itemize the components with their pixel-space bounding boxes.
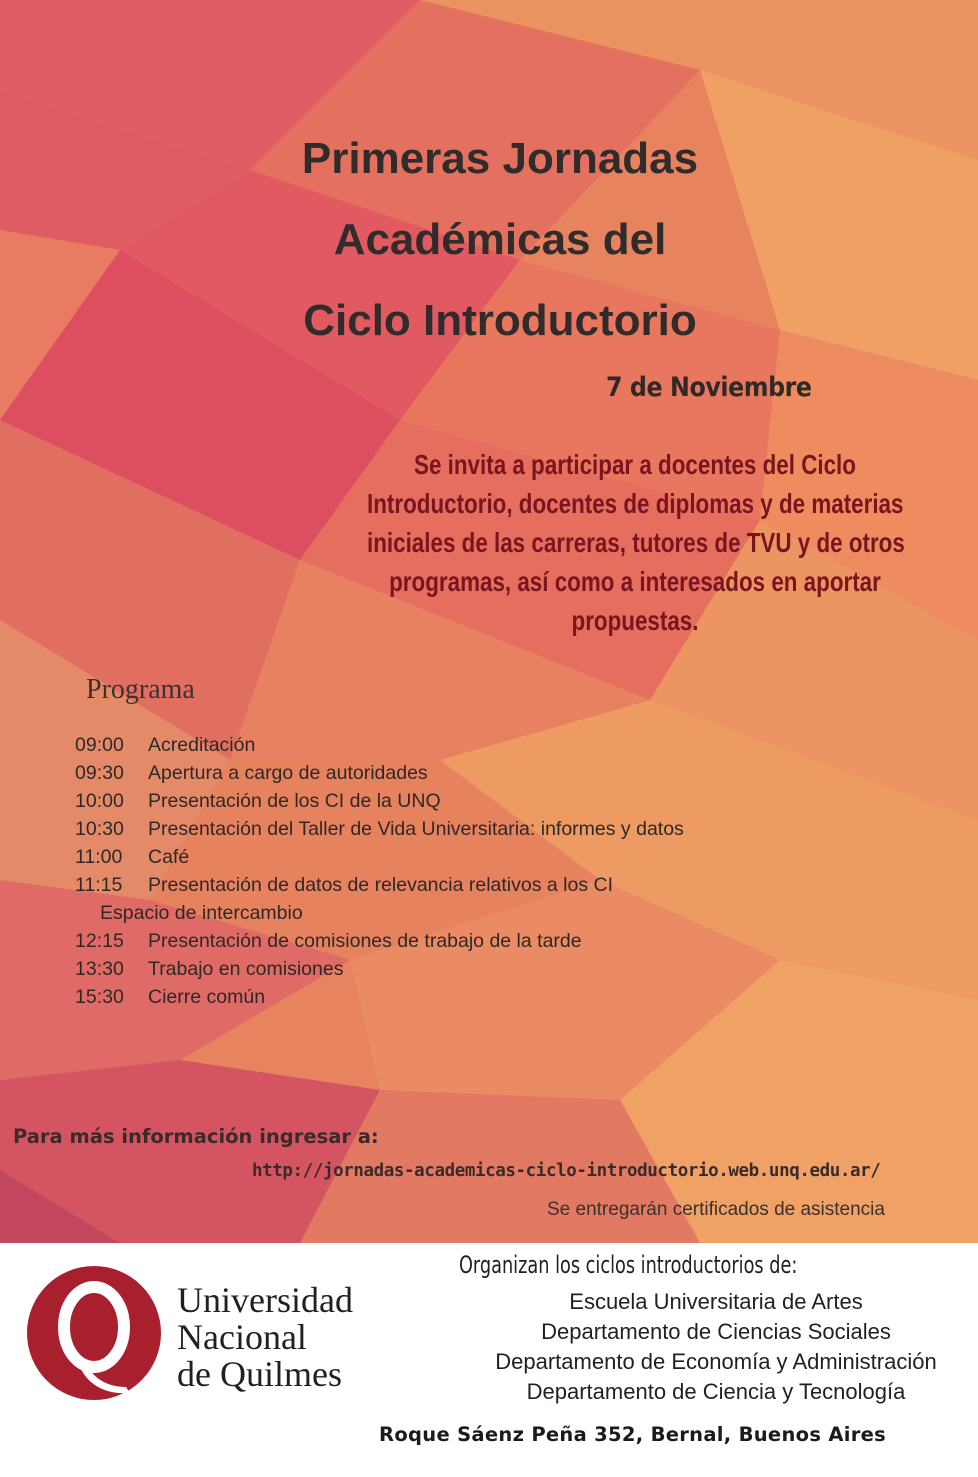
event-date: 7 de Noviembre <box>606 372 812 403</box>
invitation-line: propuestas. <box>571 605 699 636</box>
schedule-activity: Presentación de los CI de la UNQ <box>148 790 441 812</box>
title-line: Ciclo Introductorio <box>303 296 697 345</box>
invitation-line: programas, así como a interesados en aportar <box>389 566 881 597</box>
schedule-item <box>75 787 684 815</box>
schedule-activity: Acreditación <box>148 734 256 756</box>
schedule-item <box>75 955 684 983</box>
schedule-activity: Trabajo en comisiones <box>148 958 344 980</box>
schedule-item <box>75 899 684 927</box>
more-info-label: Para más información ingresar a: <box>13 1125 379 1148</box>
title-line: Primeras Jornadas <box>301 134 699 183</box>
schedule-activity: Presentación del Taller de Vida Universitaria: informes y datos <box>148 818 684 840</box>
university-name-line: de Quilmes <box>177 1354 342 1394</box>
schedule-time: 11:00 <box>75 846 123 868</box>
schedule-item <box>75 731 684 759</box>
organizers-heading: Organizan los ciclos introductorios de: <box>459 1251 798 1279</box>
schedule-item <box>75 871 684 899</box>
schedule-time: 10:00 <box>75 790 124 812</box>
event-title <box>200 118 800 361</box>
schedule-time: 11:15 <box>75 874 123 896</box>
invitation-line: Se invita a participar a docentes del Ciclo <box>414 449 856 480</box>
schedule-activity: Presentación de comisiones de trabajo de la tarde <box>148 930 582 952</box>
university-name-line: Nacional <box>177 1317 307 1357</box>
invitation-line: iniciales de las carreras, tutores de TVU y de otros <box>367 527 905 558</box>
schedule-time: 12:15 <box>75 930 124 952</box>
schedule-activity: Café <box>148 846 190 868</box>
organizer-item: Departamento de Ciencias Sociales <box>541 1319 891 1344</box>
schedule-item <box>75 983 684 1011</box>
schedule-item <box>75 759 684 787</box>
schedule-time: 10:30 <box>75 818 124 840</box>
program-heading: Programa <box>86 674 195 705</box>
organizer-item: Escuela Universitaria de Artes <box>569 1289 863 1314</box>
organizers-list <box>452 1287 978 1407</box>
schedule-time: 15:30 <box>75 986 124 1008</box>
schedule-item <box>75 843 684 871</box>
schedule-time: 09:30 <box>75 762 124 784</box>
invitation-line: Introductorio, docentes de diplomas y de materias <box>367 488 904 519</box>
schedule-list <box>75 731 684 1011</box>
schedule-activity: Presentación de datos de relevancia relativos a los CI <box>148 874 614 896</box>
schedule-activity: Apertura a cargo de autoridades <box>148 762 428 784</box>
unq-logo-icon <box>26 1265 166 1405</box>
title-line: Académicas del <box>333 215 667 264</box>
organizer-item: Departamento de Ciencia y Tecnología <box>526 1379 906 1404</box>
schedule-item <box>75 927 684 955</box>
schedule-item <box>75 815 684 843</box>
schedule-activity: Espacio de intercambio <box>100 902 303 924</box>
organizer-item: Departamento de Economía y Administración <box>495 1349 937 1374</box>
address: Roque Sáenz Peña 352, Bernal, Buenos Aires <box>379 1423 887 1446</box>
schedule-activity: Cierre común <box>148 986 266 1008</box>
more-info-url[interactable]: http://jornadas-academicas-ciclo-introductorio.web.unq.edu.ar/ <box>252 1161 881 1181</box>
university-name-line: Universidad <box>177 1280 353 1320</box>
schedule-time: 13:30 <box>75 958 124 980</box>
invitation-text <box>300 445 970 640</box>
certificate-note: Se entregarán certificados de asistencia <box>547 1199 885 1220</box>
university-name <box>177 1282 353 1393</box>
schedule-time: 09:00 <box>75 734 124 756</box>
